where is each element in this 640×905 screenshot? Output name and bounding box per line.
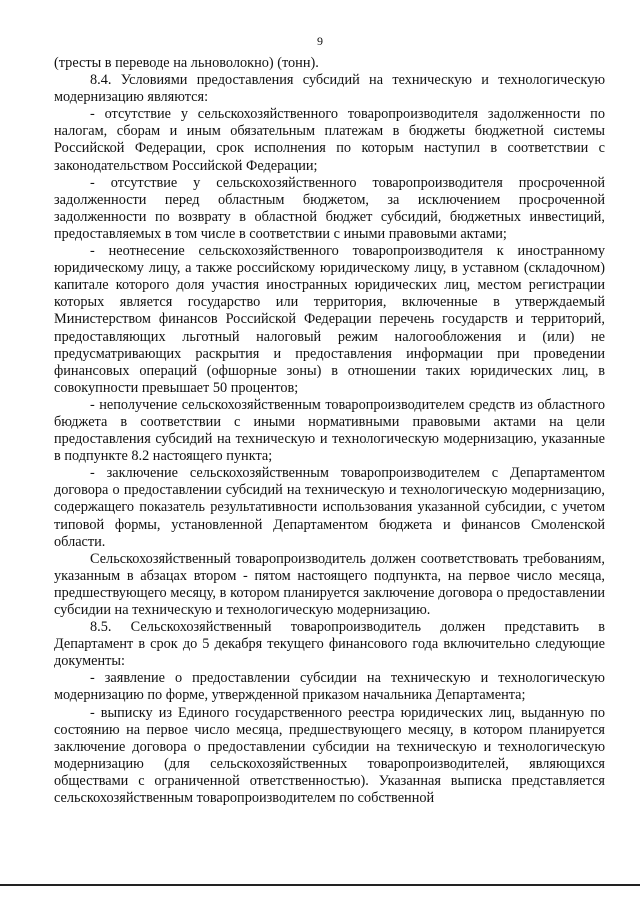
paragraph-condition-no-overdue-debt: - отсутствие у сельскохозяйственного товаропроизводителя просроченной задолженности перед областным бюджетом, за исключением просроченной задолженности по возврату в областной бюджет субсидий, бюджетных инвестиций, предоставляемых в том числе в соответствии с иными правовыми актами; xyxy=(54,174,605,242)
paragraph-compliance-requirement: Сельскохозяйственный товаропроизводитель должен соответствовать требованиям, указанным в абзацах втором - пятом настоящего подпункта, на первое число месяца, предшествующего месяцу, в котором планируется заключение договора о предоставлении субсидии на техническую и технологическую модернизацию. xyxy=(54,550,605,618)
paragraph-condition-agreement: - заключение сельскохозяйственным товаропроизводителем с Департаментом договора о предоставлении субсидий на техническую и технологическую модернизацию, содержащего показатель результативности использования указанной субсидии, с учетом типовой формы, установленной Департаментом бюджета и финансов Смоленской области. xyxy=(54,465,605,550)
paragraph-condition-no-tax-debt: - отсутствие у сельскохозяйственного товаропроизводителя задолженности по налогам, сборам и иным обязательным платежам в бюджеты бюджетной системы Российской Федерации, срок исполнения по которым наступил в соответствии с законодательством Российской Федерации; xyxy=(54,106,605,174)
paragraph-condition-not-foreign-entity: - неотнесение сельскохозяйственного товаропроизводителя к иностранному юридическому лицу, а также российскому юридическому лицу, в уставном (складочном) капитале которого доля участия иностранных юридических лиц, местом регистрации которых является государство или территория, включенные в утверждаемый Министерством финансов Российской Федерации перечень государств и территорий, предоставляющих льготный налоговый режим налогообложения и (или) не предусматривающих раскрытия и предоставления информации при проведении финансовых операций (офшорные зоны) в отношении таких юридических лиц, в совокупности превышает 50 процентов; xyxy=(54,243,605,396)
paragraph-document-application: - заявление о предоставлении субсидии на техническую и технологическую модернизацию по форме, утвержденной приказом начальника Департамента; xyxy=(54,670,605,704)
paragraph-document-registry-extract: - выписку из Единого государственного реестра юридических лиц, выданную по состоянию на первое число месяца, предшествующего месяцу, в котором планируется заключение договора о предоставлении субсидии на техническую и технологическую модернизацию (для сельскохозяйственных товаропроизводителей, являющихся обществами с ограниченной ответственностью). Указанная выписка представляется сельскохозяйственным товаропроизводителем по собственной xyxy=(54,704,605,807)
bottom-border-line xyxy=(0,884,640,886)
paragraph-continuation: (тресты в переводе на льноволокно) (тонн). xyxy=(54,55,319,71)
paragraph-8-5-heading: 8.5. Сельскохозяйственный товаропроизводитель должен представить в Департамент в срок до 5 декабря текущего финансового года включительно следующие документы: xyxy=(54,619,605,670)
paragraph-condition-no-other-funds: - неполучение сельскохозяйственным товаропроизводителем средств из областного бюджета в соответствии с иными нормативными правовыми актами на цели предоставления субсидий на техническую и технологическую модернизацию, указанные в подпункте 8.2 настоящего пункта; xyxy=(54,396,605,465)
paragraph-8-4-heading: 8.4. Условиями предоставления субсидий на техническую и технологическую модернизацию являются: xyxy=(54,72,605,106)
document-body xyxy=(54,55,605,807)
page-number: 9 xyxy=(317,34,323,48)
